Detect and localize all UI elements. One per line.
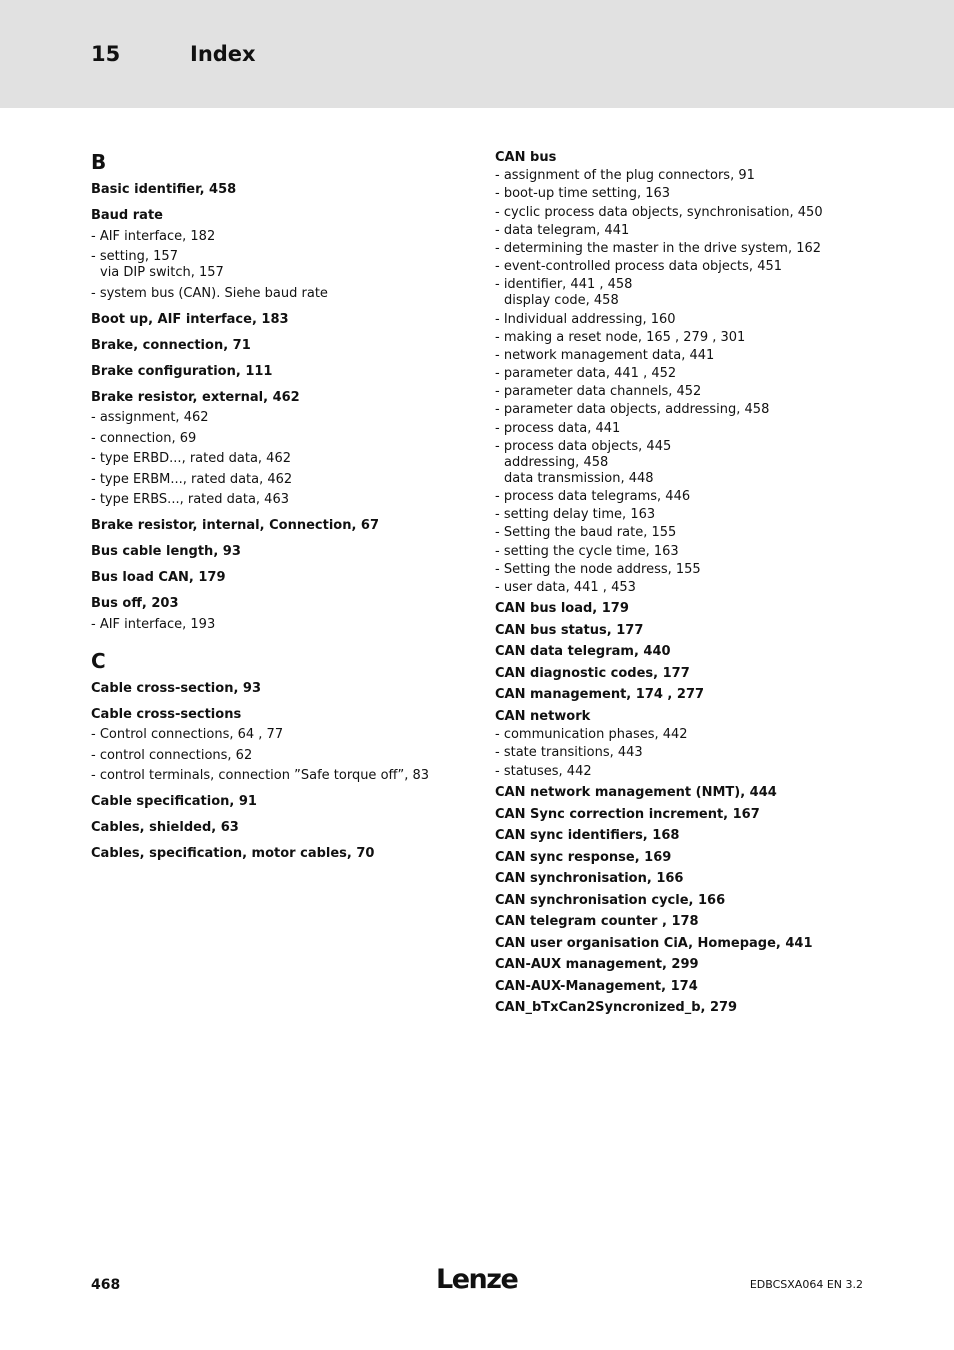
index-subentry: - control terminals, connection ”Safe torque off”, 83	[91, 768, 430, 783]
index-entry	[495, 914, 895, 930]
index-entry	[495, 150, 895, 596]
index-entry	[495, 936, 895, 952]
index-entry	[91, 707, 451, 785]
document-id: EDBCSXA064 EN 3.2	[749, 1278, 863, 1291]
index-entry	[91, 390, 451, 509]
index-subentry: - control connections, 62	[91, 747, 253, 763]
index-subentry: - communication phases, 442	[495, 727, 688, 743]
index-column-left	[91, 150, 451, 872]
index-entry	[91, 208, 451, 302]
index-subentry: - assignment, 462	[91, 410, 209, 425]
index-entry-main: Cables, shielded, 63	[91, 820, 239, 835]
index-entry	[91, 596, 451, 633]
index-letter-heading: C	[91, 648, 106, 673]
index-entry-main: CAN synchronisation, 166	[495, 871, 684, 886]
index-subentry: - connection, 69	[91, 430, 197, 446]
index-entry	[91, 338, 451, 354]
index-subentry: - boot-up time setting, 163	[495, 186, 671, 202]
index-entry	[495, 623, 895, 639]
index-subentry: - identifier, 441 , 458	[495, 277, 633, 293]
index-subentry: - event-controlled process data objects, 451	[495, 259, 783, 275]
index-entry-main: CAN network	[495, 708, 591, 724]
index-entry-main: CAN network management (NMT), 444	[495, 785, 777, 800]
index-subentry: - setting, 157	[91, 249, 178, 264]
index-entry	[495, 893, 895, 909]
index-entry-main: Baud rate	[91, 208, 163, 223]
index-entry	[495, 666, 895, 682]
index-entry	[495, 644, 895, 660]
index-entry-main: Cable specification, 91	[91, 794, 257, 809]
index-entry-main: CAN bus	[495, 150, 557, 165]
index-entry	[91, 182, 451, 198]
index-subentry: - AIF interface, 182	[91, 228, 216, 244]
index-column-right	[495, 150, 895, 1022]
index-entry-main: Cable cross-section, 93	[91, 680, 262, 696]
index-subentry-continuation: addressing, 458	[504, 454, 609, 470]
index-entry-main: CAN synchronisation cycle, 166	[495, 892, 726, 908]
index-entry-main: CAN telegram counter , 178	[495, 914, 699, 929]
index-entry-main: CAN-AUX-Management, 174	[495, 978, 698, 994]
index-subentry: - Setting the baud rate, 155	[495, 525, 677, 541]
index-entry	[495, 828, 895, 844]
index-entry-main: CAN_bTxCan2Syncronized_b, 279	[495, 1000, 738, 1015]
index-subentry: - parameter data channels, 452	[495, 384, 702, 400]
index-entry	[91, 794, 451, 810]
index-entry-main: Bus load CAN, 179	[91, 570, 226, 585]
index-entry-main: CAN sync identifiers, 168	[495, 828, 680, 843]
chapter-header	[0, 0, 954, 108]
index-letter-heading: B	[91, 150, 107, 174]
index-subentry: - Individual addressing, 160	[495, 311, 676, 327]
index-entry-main: Cables, specification, motor cables, 70	[91, 846, 375, 861]
index-entry	[495, 785, 895, 801]
index-entry-main: Brake, connection, 71	[91, 337, 251, 353]
index-entry-main: CAN bus status, 177	[495, 622, 644, 638]
index-subentry: - making a reset node, 165 , 279 , 301	[495, 329, 746, 345]
index-entry	[91, 681, 451, 697]
index-subentry: - type ERBM..., rated data, 462	[91, 471, 293, 487]
index-subentry: - data telegram, 441	[495, 222, 630, 238]
index-entry-main: CAN-AUX management, 299	[495, 957, 699, 972]
index-subentry: - setting the cycle time, 163	[495, 543, 679, 559]
index-subentry-continuation: display code, 458	[504, 293, 619, 309]
index-subentry: - process data, 441	[495, 420, 621, 436]
index-entry-main: CAN Sync correction increment, 167	[495, 806, 760, 822]
index-entry	[495, 807, 895, 823]
index-subentry: - network management data, 441	[495, 347, 715, 363]
index-entry-main: CAN bus load, 179	[495, 601, 629, 617]
index-subentry: - process data telegrams, 446	[495, 489, 691, 504]
index-entry	[91, 544, 451, 560]
index-subentry: - process data objects, 445	[495, 438, 672, 454]
index-subentry: - parameter data objects, addressing, 458	[495, 402, 770, 418]
index-entry-main: CAN sync response, 169	[495, 849, 672, 865]
index-subentry: - assignment of the plug connectors, 91	[495, 168, 755, 184]
index-subentry: - AIF interface, 193	[91, 616, 216, 632]
index-entry	[495, 1000, 895, 1016]
index-entry	[91, 570, 451, 586]
lenze-logo: Lenze	[436, 1264, 518, 1295]
index-entry-main: Brake resistor, internal, Connection, 67	[91, 518, 380, 533]
index-subentry: - cyclic process data objects, synchronisation, 450	[495, 204, 823, 220]
index-subentry: - type ERBD..., rated data, 462	[91, 451, 291, 466]
index-entry	[495, 957, 895, 973]
index-entry	[91, 820, 451, 836]
index-entry	[91, 846, 451, 862]
index-subentry-continuation: via DIP switch, 157	[100, 265, 224, 280]
index-entry	[495, 687, 895, 703]
index-subentry: - state transitions, 443	[495, 745, 643, 761]
chapter-number: 15	[91, 42, 121, 66]
index-entry	[495, 979, 895, 995]
index-entry-main: Brake resistor, external, 462	[91, 389, 300, 405]
index-entry-main: CAN data telegram, 440	[495, 644, 671, 660]
index-subentry: - setting delay time, 163	[495, 507, 656, 523]
index-entry-main: Boot up, AIF interface, 183	[91, 311, 289, 327]
index-subentry: - parameter data, 441 , 452	[495, 366, 677, 382]
index-entry	[495, 709, 895, 780]
index-entry-main: Cable cross-sections	[91, 706, 242, 722]
chapter-title: Index	[190, 42, 256, 66]
page-number: 468	[91, 1277, 121, 1293]
index-subentry: - system bus (CAN). Siehe baud rate	[91, 285, 328, 301]
index-entry	[495, 871, 895, 887]
index-subentry: - statuses, 442	[495, 763, 592, 779]
index-entry	[91, 312, 451, 328]
index-subentry: - type ERBS..., rated data, 463	[91, 492, 289, 507]
index-entry-main: CAN diagnostic codes, 177	[495, 665, 690, 681]
index-entry-main: Brake configuration, 111	[91, 363, 273, 379]
index-entry	[91, 364, 451, 380]
index-subentry: - Setting the node address, 155	[495, 561, 701, 577]
index-entry-main: Bus off, 203	[91, 596, 179, 611]
index-entry-main: CAN user organisation CiA, Homepage, 441	[495, 935, 813, 951]
index-entry-main: Bus cable length, 93	[91, 544, 241, 559]
index-subentry: - Control connections, 64 , 77	[91, 727, 284, 742]
index-entry-main: Basic identifier, 458	[91, 182, 237, 197]
index-entry	[91, 518, 451, 534]
index-subentry-continuation: data transmission, 448	[504, 470, 654, 486]
index-entry	[495, 601, 895, 617]
index-entry	[495, 850, 895, 866]
index-subentry: - determining the master in the drive system, 162	[495, 240, 822, 256]
index-entry-main: CAN management, 174 , 277	[495, 687, 705, 703]
index-subentry: - user data, 441 , 453	[495, 579, 636, 595]
